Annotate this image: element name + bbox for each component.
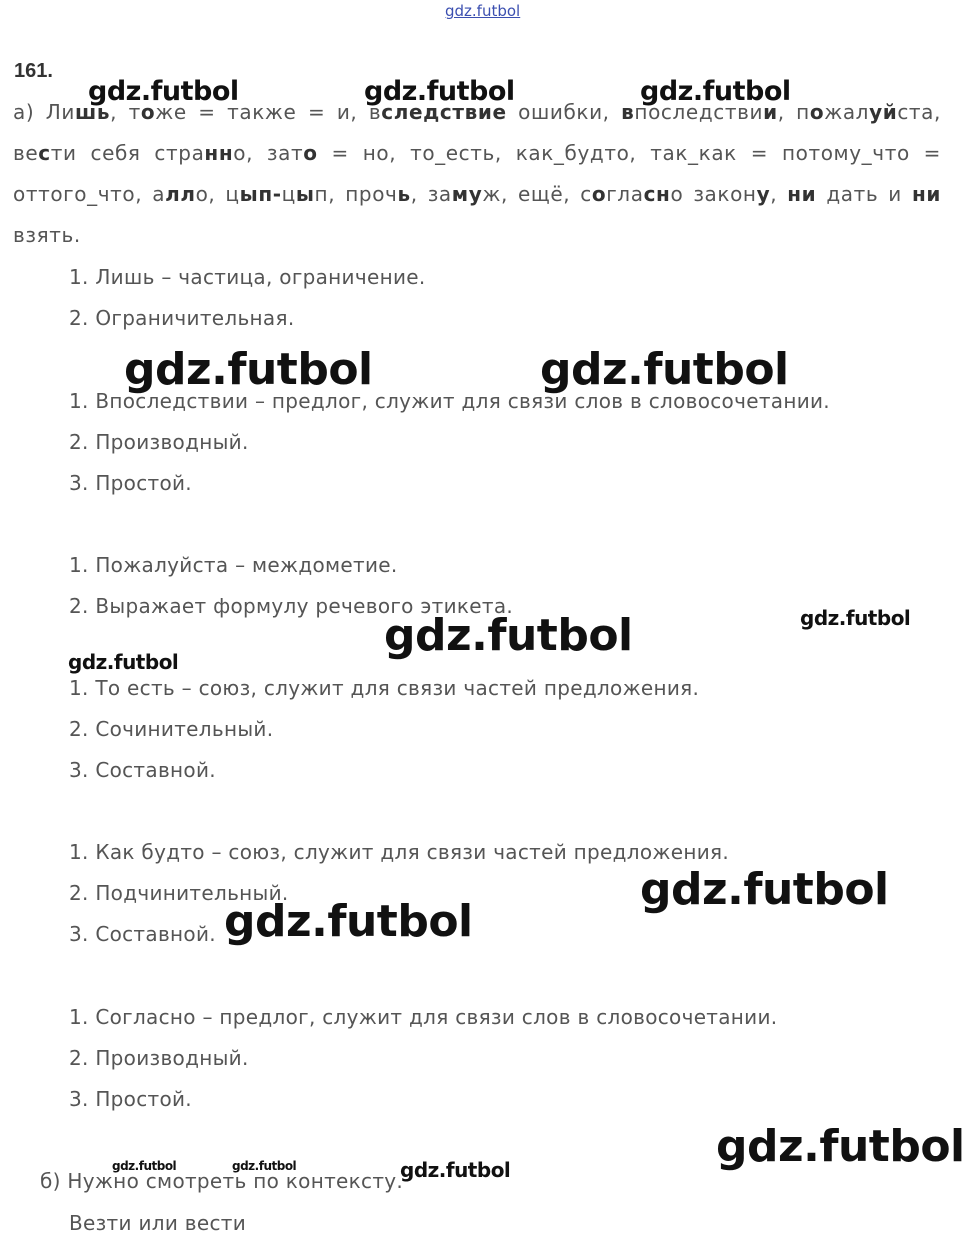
- emphasized-fragment: следстви: [381, 100, 493, 124]
- watermark: gdz.futbol: [800, 606, 911, 630]
- emphasized-fragment: му: [451, 182, 483, 206]
- emphasized-fragment: и: [763, 100, 778, 124]
- watermark: gdz.futbol: [112, 1159, 177, 1173]
- watermark: gdz.futbol: [124, 344, 373, 395]
- part-b-line: Везти или вести: [69, 1211, 247, 1235]
- watermark: gdz.futbol: [68, 650, 179, 674]
- watermark: gdz.futbol: [540, 344, 789, 395]
- analysis-line: 3. Составной.: [69, 758, 216, 782]
- text-fragment: ц: [281, 182, 296, 206]
- emphasized-fragment: п-: [258, 182, 282, 206]
- emphasized-fragment: о: [809, 100, 825, 124]
- emphasized-fragment: ь: [397, 182, 411, 206]
- text-fragment: ж, ещё, с: [482, 182, 592, 206]
- text-fragment: взять.: [13, 223, 81, 247]
- text-fragment: ошибки,: [506, 100, 622, 124]
- part-a-prefix: а): [13, 100, 46, 124]
- analysis-line: 2. Сочинительный.: [69, 717, 274, 741]
- watermark: gdz.futbol: [400, 1158, 511, 1182]
- text-fragment: о, ц: [195, 182, 240, 206]
- text-fragment: гла: [606, 182, 644, 206]
- watermark: gdz.futbol: [640, 864, 889, 915]
- analysis-line: 1. Впоследствии – предлог, служит для связи слов в словосочетании.: [69, 389, 830, 413]
- text-fragment: п, проч: [314, 182, 398, 206]
- analysis-line: 1. Лишь – частица, ограничение.: [69, 265, 426, 289]
- emphasized-fragment: уй: [869, 100, 898, 124]
- analysis-line: 1. Согласно – предлог, служит для связи слов в словосочетании.: [69, 1005, 778, 1029]
- analysis-line: 2. Ограничительная.: [69, 306, 295, 330]
- analysis-line: 2. Выражает формулу речевого этикета.: [69, 594, 514, 618]
- emphasized-fragment: у: [756, 182, 771, 206]
- emphasized-fragment: ы: [295, 182, 315, 206]
- part-a-paragraph: [13, 92, 941, 256]
- watermark: gdz.futbol: [364, 76, 515, 107]
- emphasized-fragment: о: [591, 182, 607, 206]
- site-mark-link[interactable]: gdz.futbol: [445, 2, 521, 20]
- text-fragment: Ли: [45, 100, 76, 124]
- analysis-line: 2. Производный.: [69, 1046, 249, 1070]
- emphasized-fragment: шь: [75, 100, 111, 124]
- text-fragment: ,: [770, 182, 788, 206]
- analysis-line: 2. Производный.: [69, 430, 249, 454]
- watermark: gdz.futbol: [232, 1159, 297, 1173]
- emphasized-fragment: ни: [911, 182, 941, 206]
- text-fragment: жал: [824, 100, 870, 124]
- emphasized-fragment: нн: [204, 141, 234, 165]
- emphasized-fragment: с: [38, 141, 51, 165]
- emphasized-fragment: ы: [239, 182, 259, 206]
- watermark: gdz.futbol: [640, 76, 791, 107]
- text-fragment: о закон: [670, 182, 757, 206]
- emphasized-fragment: ни: [787, 182, 817, 206]
- analysis-line: 1. Пожалуйста – междометие.: [69, 553, 398, 577]
- text-fragment: , т: [110, 100, 141, 124]
- text-fragment: , за: [410, 182, 452, 206]
- emphasized-fragment: сн: [643, 182, 671, 206]
- analysis-line: 2. Подчинительный.: [69, 881, 289, 905]
- text-fragment: ти себя стра: [50, 141, 205, 165]
- analysis-line: 3. Простой.: [69, 1087, 192, 1111]
- emphasized-fragment: о: [140, 100, 156, 124]
- text-fragment: , п: [777, 100, 810, 124]
- watermark: gdz.futbol: [88, 76, 239, 107]
- watermark: gdz.futbol: [384, 610, 633, 661]
- analysis-line: 1. То есть – союз, служит для связи частей предложения.: [69, 676, 700, 700]
- emphasized-fragment: е: [492, 100, 507, 124]
- analysis-line: 1. Как будто – союз, служит для связи частей предложения.: [69, 840, 729, 864]
- emphasized-fragment: о: [303, 141, 318, 165]
- task-number: 161.: [14, 60, 53, 82]
- part-b-line: б) Нужно смотреть по контексту.: [40, 1169, 404, 1193]
- analysis-line: 3. Простой.: [69, 471, 192, 495]
- analysis-line: 3. Составной.: [69, 922, 216, 946]
- watermark: gdz.futbol: [716, 1121, 965, 1172]
- text-fragment: ста, ве: [13, 100, 941, 165]
- text-fragment: дать и: [816, 182, 912, 206]
- text-fragment: о, зат: [233, 141, 304, 165]
- watermark: gdz.futbol: [224, 896, 473, 947]
- text-fragment: же = также = и, в: [155, 100, 382, 124]
- text-fragment: последстви: [634, 100, 764, 124]
- emphasized-fragment: в: [621, 100, 635, 124]
- emphasized-fragment: лл: [165, 182, 196, 206]
- text-fragment: = но, то_есть, как_будто, так_как = потому_что = оттого_что, а: [13, 141, 942, 206]
